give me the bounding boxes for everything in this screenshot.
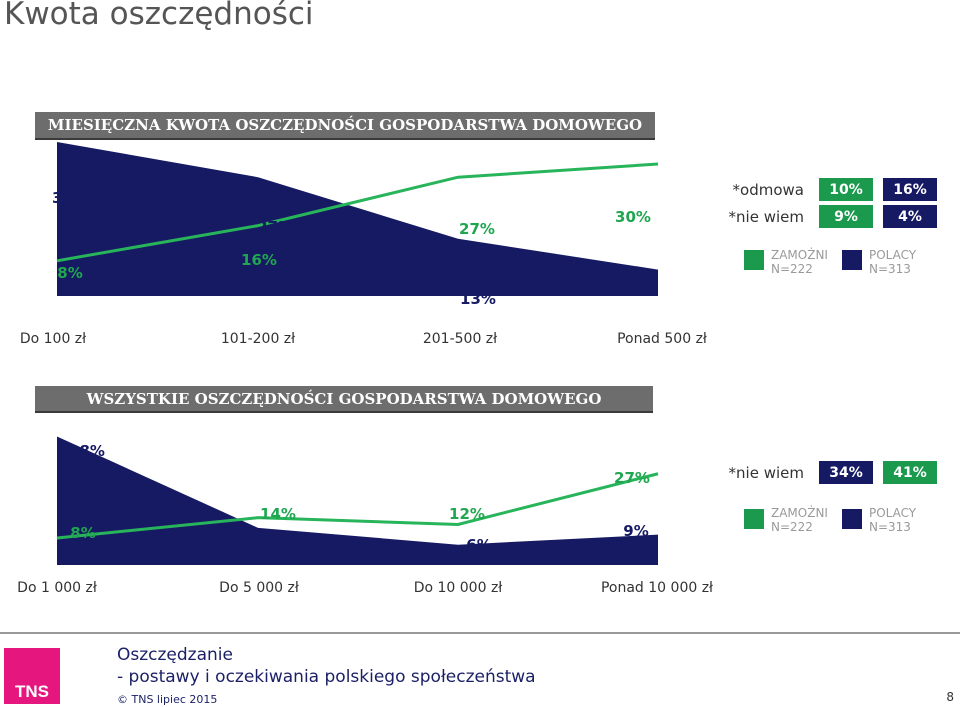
tns-logo: TNS: [4, 648, 60, 704]
chart1-odmowa-label: *odmowa: [732, 181, 804, 199]
chart2-category-label: Do 10 000 zł: [413, 580, 503, 596]
chart1-niewiem-zamozni: 9%: [819, 205, 873, 228]
chart2-category-label: Ponad 10 000 zł: [600, 580, 714, 596]
chart2-legend-zamozni-swatch: [744, 509, 764, 529]
footer-copyright: © TNS lipiec 2015: [117, 693, 218, 706]
chart2-legend-polacy: POLACY N=313: [869, 506, 917, 534]
chart1-odmowa-polacy: 16%: [883, 178, 937, 201]
chart2-niewiem-zamozni: 34%: [819, 461, 873, 484]
chart1-category-label: 101-200 zł: [220, 331, 296, 347]
page-title: Kwota oszczędności: [4, 0, 314, 32]
chart2-zamozni-label: 12%: [449, 505, 485, 523]
footer-divider: [0, 632, 960, 634]
chart1-category-label: Do 100 zł: [19, 331, 87, 347]
chart1-polacy-label: 35%: [52, 189, 88, 207]
chart1-category-label: 201-500 zł: [422, 331, 498, 347]
chart1-polacy-label: 6%: [631, 278, 657, 296]
chart2-category-label: Do 5 000 zł: [219, 580, 299, 596]
chart2-legend-zamozni: ZAMOŻNI N=222: [771, 506, 828, 534]
chart2-legend-polacy-swatch: [842, 509, 862, 529]
chart1-zamozni-label: 30%: [615, 208, 651, 226]
chart2-niewiem-polacy: 41%: [883, 461, 937, 484]
chart2-polacy-label: 38%: [69, 442, 105, 460]
chart1-category-label: Ponad 500 zł: [617, 331, 707, 347]
page-number: 8: [946, 690, 954, 704]
chart1-title: MIESIĘCZNA KWOTA OSZCZĘDNOŚCI GOSPODARSTWA DOMOWEGO: [47, 116, 643, 134]
chart1-zamozni-label: 8%: [57, 264, 83, 282]
chart2-polacy-label: 9%: [623, 522, 649, 540]
chart2-polacy-label: 6%: [466, 536, 492, 554]
chart1-polacy-label: 13%: [460, 290, 496, 308]
chart1-zamozni-label: 16%: [241, 251, 277, 269]
chart1-zamozni-label: 27%: [459, 220, 495, 238]
chart1-niewiem-polacy: 4%: [883, 205, 937, 228]
chart2-niewiem-label: *nie wiem: [728, 464, 804, 482]
chart2-zamozni-label: 8%: [70, 524, 96, 542]
chart1-niewiem-label: *nie wiem: [728, 208, 804, 226]
chart2-title: WSZYSTKIE OSZCZĘDNOŚCI GOSPODARSTWA DOMOWEGO: [86, 389, 602, 408]
chart1-polacy-label: 27%: [257, 218, 293, 236]
footer-title: Oszczędzanie - postawy i oczekiwania polskiego społeczeństwa: [117, 645, 536, 687]
chart2-zamozni-label: 14%: [260, 505, 296, 523]
chart2-polacy-area: [57, 437, 658, 565]
chart1-odmowa-zamozni: 10%: [819, 178, 873, 201]
chart2-zamozni-label: 27%: [614, 469, 650, 487]
chart2-polacy-label: 11%: [253, 545, 289, 563]
chart2-category-label: Do 1 000 zł: [17, 580, 97, 596]
chart1-legend-zamozni: ZAMOŻNI N=222: [771, 248, 828, 276]
chart1-legend-polacy: POLACY N=313: [869, 248, 917, 276]
